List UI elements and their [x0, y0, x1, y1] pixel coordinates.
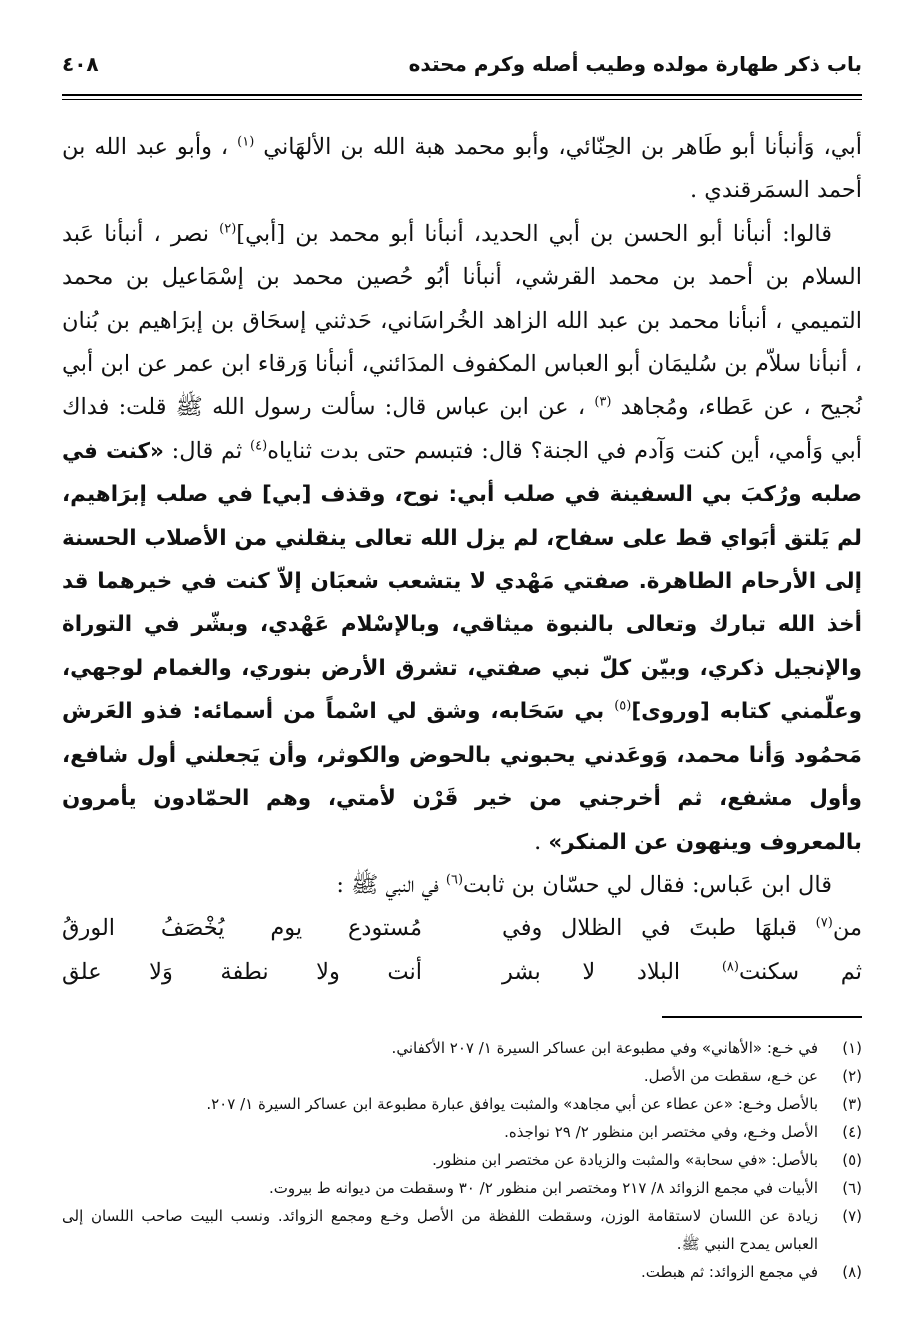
- footnote-text: بالأصل: «في سحابة» والمثبت والزيادة عن مختصر ابن منظور.: [432, 1151, 818, 1170]
- footnote: [62, 1174, 862, 1202]
- verse-line: [62, 951, 862, 994]
- header-rule: [62, 94, 862, 96]
- footnote: [62, 1118, 862, 1146]
- paragraph: [62, 864, 862, 907]
- footnote-number: (٣): [842, 1095, 862, 1114]
- text-run: ثم قال:: [163, 437, 251, 464]
- footnote-marker: (٥): [614, 698, 632, 714]
- footnote-text: زيادة عن اللسان لاستقامة الوزن، وسقطت اللفظة من الأصل وخـع ومجمع الزوائد. ونسب البيت صاحب اللسان إلى العباس يمدح النبي ﷺ.: [62, 1207, 818, 1254]
- footnotes: [62, 1034, 862, 1286]
- footnote-marker: (١): [237, 134, 255, 150]
- footnote-text: الأبيات في مجمع الزوائد ٨/ ٢١٧ ومختصر ابن منظور ٢/ ٣٠ وسقطت من ديوانه ط بيروت.: [269, 1179, 818, 1198]
- footnote-text: في مجمع الزوائد: ثم هبطت.: [640, 1263, 818, 1282]
- footnote-separator: [662, 1016, 862, 1018]
- book-page: [62, 52, 862, 1312]
- verse-first-hemistich: [502, 907, 862, 950]
- text-run: أنت ولا نطفة وَلا علق: [62, 958, 422, 985]
- text-run: البلاد لا بشر: [502, 958, 722, 985]
- footnote-number: (٤): [842, 1123, 862, 1142]
- verse-first-hemistich: [502, 951, 862, 994]
- footnote-number: (٧): [842, 1207, 862, 1226]
- paragraph: [62, 213, 862, 864]
- text-run: .: [534, 828, 549, 855]
- page-number: ٤٠٨: [62, 52, 99, 76]
- footnote: [62, 1062, 862, 1090]
- text-run: ثم سكنت: [738, 958, 862, 985]
- page-header: [62, 52, 862, 92]
- text-run: نصر ، أنبأنا عَبد السلام بن أحمد بن محمد القرشي، أنبأنا أبُو حُصين محمد بن إسْمَاعيل بن محمد التميمي ، أنبأنا محمد بن عبد الله الزاهد الخُراسَاني، حَدثني إسحَاق بن إبرَاهيم بن بُنان ، أنبأنا سلاّم بن سُليمَان أبو العباس المكفوف المدَائني، أنبأنا وَرقاء ابن عمر عن ابن أبي نُجيح ، عن عَطاء، ومُجاهد: [62, 220, 863, 421]
- footnote-marker: (٧): [815, 915, 833, 931]
- footnote-text: في خـع: «الأهاني» وفي مطبوعة ابن عساكر السيرة ١/ ٢٠٧ الأكفاني.: [391, 1039, 818, 1058]
- footnote-number: (١): [842, 1039, 862, 1058]
- footnote: [62, 1146, 862, 1174]
- verse-second-hemistich: [62, 907, 422, 950]
- footnote-number: (٨): [842, 1263, 862, 1282]
- header-rule-thin: [62, 99, 862, 100]
- verse-second-hemistich: [62, 951, 422, 994]
- footnote-marker: (٣): [594, 394, 612, 410]
- text-run: قال ابن عَباس: فقال لي حسّان بن ثابت: [463, 871, 832, 898]
- footnote: [62, 1258, 862, 1286]
- footnote-text: الأصل وخـع، وفي مختصر ابن منظور ٢/ ٢٩ نواجذه.: [504, 1123, 818, 1142]
- footnote-number: (٢): [842, 1067, 862, 1086]
- hadith-text: «كنت في صلبه ورُكبَ بي السفينة في صلب أبي: نوح، وقذف [بي] في صلب إبرَاهيم، لم يَلتق أبَواي قط على سفاح، لم يزل الله تعالى ينقلني من الأصلاب الحسنة إلى الأرحام الطاهرة. صفتي مَهْدي لا يتشعب شعبَان إلاّ كنت في خيرهما قد أخذ الله تبارك وتعالى بالنبوة ميثاقي، وبالإسْلام عَهْدي، وبشّر في التوراة والإنجيل ذكري، وبيّن كلّ نبي صفتي، تشرق الأرض بنوري، والغمام لوجهي، وعلّمني كتابه [وروى]: [62, 438, 862, 725]
- footnote-number: (٥): [842, 1151, 862, 1170]
- footnote-text: عن خـع، سقطت من الأصل.: [643, 1067, 818, 1086]
- text-run: ، عن ابن عباس قال: سألت رسول الله ﷺ قلت: فداك أبي وَأمي، أين كنت وَآدم في الجنة؟ قال: فتبسم حتى بدت ثناياه: [62, 394, 863, 464]
- footnote-text: بالأصل وخـع: «عن عطاء عن أبي مجاهد» والمثبت يوافق عبارة مطبوعة ابن عساكر السيرة ١/ ٢٠٧.: [206, 1095, 818, 1114]
- footnote-marker: (٨): [721, 959, 739, 975]
- hadith-text: بي سَحَابه، وشق لي اسْماً من أسمائه: فذو العَرش مَحمُود وَأنا محمد، وَوعَدني يحبوني بالحوض والكوثر، وأن يَجعلني أول شافع، وأول مشفع، ثم أخرجني من خير قَرْن لأمتي، وهم الحمّادون يأمرون بالمعروف وينهون عن المنكر»: [62, 699, 862, 855]
- footnote: [62, 1090, 862, 1118]
- paragraph: [62, 126, 862, 213]
- footnote-number: (٦): [842, 1179, 862, 1198]
- text-run: ، وأبو عبد الله بن أحمد السمَرقندي .: [62, 134, 862, 204]
- footnote: [62, 1034, 862, 1062]
- text-run: قبلهَا طبتَ في الظلال وفي: [502, 915, 816, 942]
- text-run: قالوا: أنبأنا أبو الحسن بن أبي الحديد، أنبأنا أبو محمد بن [أبي]: [236, 220, 832, 247]
- verse-line: [62, 907, 862, 950]
- text-run: مُستودع يوم يُخْصَفُ الورقُ: [62, 915, 422, 942]
- text-run: في النبي ﷺ :: [336, 871, 446, 898]
- footnote-marker: (٦): [445, 872, 464, 888]
- running-title: باب ذكر طهارة مولده وطيب أصله وكرم محتده: [408, 52, 862, 76]
- footnote-marker: (٤): [250, 438, 268, 454]
- footnote: [62, 1202, 862, 1258]
- footnote-marker: (٢): [219, 221, 237, 237]
- text-run: من: [832, 915, 862, 942]
- text-run: أبي، وَأنبأنا أبو طَاهر بن الحِنّائي، وأبو محمد هبة الله بن الألهَاني: [254, 134, 862, 160]
- main-text: [62, 126, 862, 994]
